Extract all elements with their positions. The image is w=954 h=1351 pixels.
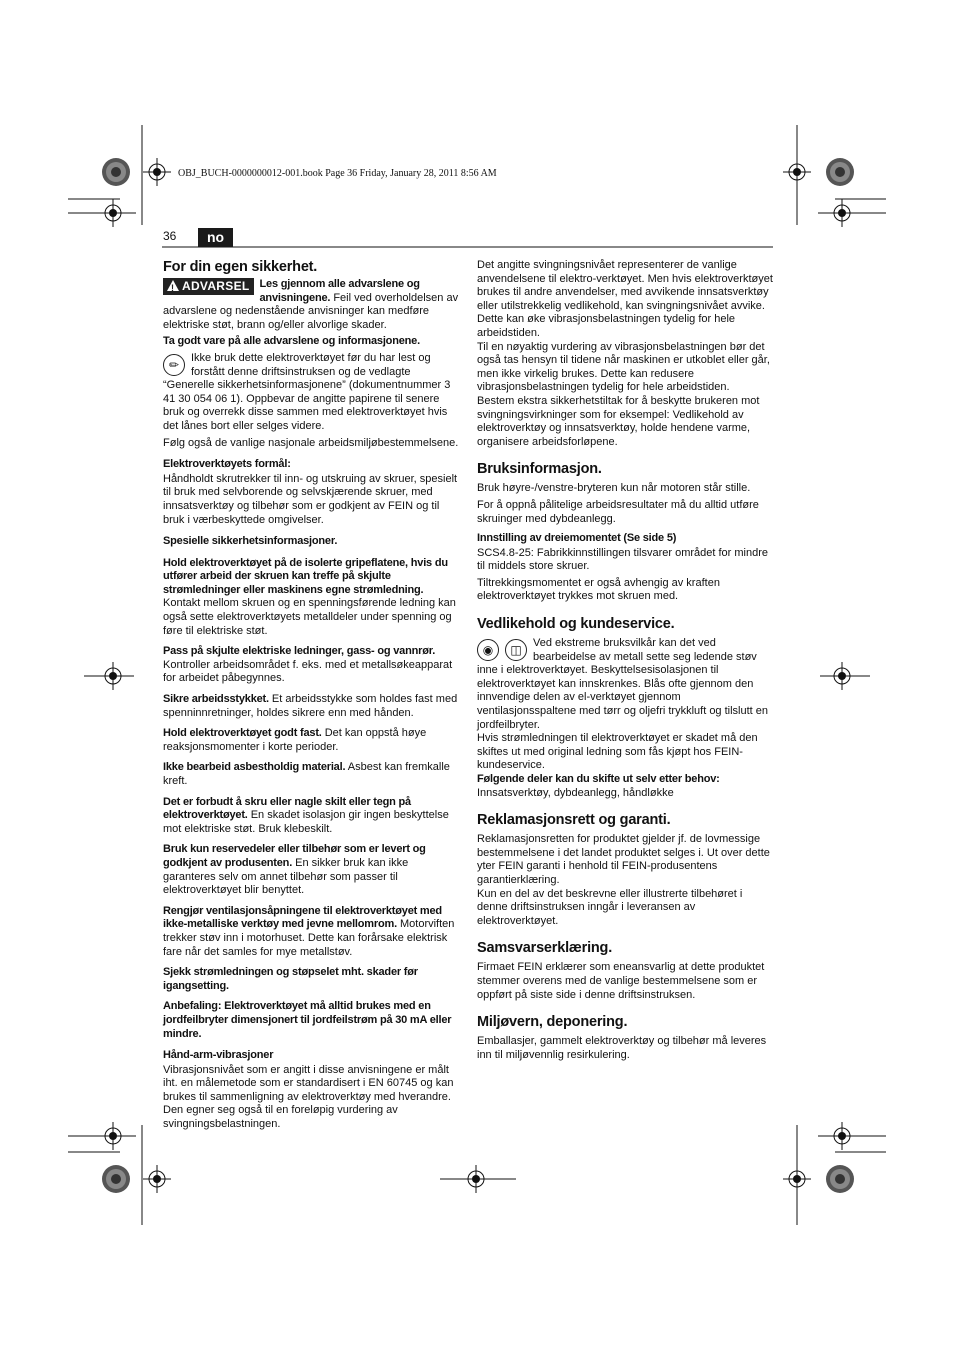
color-target-icon xyxy=(102,1165,130,1193)
registration-mark-icon xyxy=(99,662,127,690)
vibration-heading: Hånd-arm-vibrasjoner xyxy=(163,1049,274,1062)
purpose-text: Håndholdt skrutrekker til inn- og utskruing av skruer, spesielt til bruk med selvborende og selvskjærende skruer, med innsatsverktøy og tilbehør som er godkjent av FEIN og til bruk i værbeskyttede omgivelser. xyxy=(163,472,458,526)
registration-mark-icon xyxy=(828,1122,856,1150)
safety-item-bold: Ikke bearbeid asbestholdig material. xyxy=(163,761,346,774)
crop-lines-bottom xyxy=(68,1125,886,1225)
purpose-heading: Elektroverktøyets formål: xyxy=(163,458,291,471)
maintenance-paragraph: Ved ekstreme bruksvilkår kan det ved bearbeidelse av metall sette seg ledende støv inne i elektroverktøyet. Beskyttelsesisolasjonen til elektroverktøyet kan innskrenkes. Blås ofte gjennom den innvendige delen av el-verktøyet gjennom ventilasjonsspaltene med tørr og oljefri trykkluft og tilslutt en jordfeilbryter. xyxy=(477,637,769,731)
file-info-line: OBJ_BUCH-0000000012-001.book Page 36 Friday, January 28, 2011 8:56 AM xyxy=(178,168,497,179)
registration-mark-icon xyxy=(462,1165,490,1193)
section-title-maintenance: Vedlikehold og kundeservice. xyxy=(477,616,675,633)
conformity-paragraph: Firmaet FEIN erklærer som eneansvarlig at dette produktet stemmer overens med de vanlige bestemmelsene som er oppført på siste side i denne driftsinstruksen. xyxy=(477,961,765,1001)
maintenance-bold: Følgende deler kan du skifte ut selv etter behov: xyxy=(477,773,720,785)
color-target-icon xyxy=(826,158,854,186)
torque-paragraph: SCS4.8-25: Fabrikkinnstillingen tilsvarer området for mindre til middels store skruer. xyxy=(477,546,769,573)
registration-mark-icon xyxy=(783,158,811,186)
safety-item-bold: Sjekk strømledningen og støpselet mht. skader før igangsetting. xyxy=(163,966,418,992)
right-column xyxy=(477,259,773,1065)
safety-item-text: Det kan oppstå høye reaksjonsmomenter i korte perioder. xyxy=(163,727,427,753)
read-manual-icon: ✏ xyxy=(163,354,185,376)
page-number: 36 xyxy=(163,229,177,243)
maintenance-paragraph: Hvis strømledningen til elektroverktøyet er skadet må den skiftes ut med original ledning som fås kjøpt hos FEIN-kundeservice. xyxy=(477,732,758,772)
warning-badge: ! ADVARSEL xyxy=(163,278,254,295)
vibration-text: Vibrasjonsnivået som er angitt i disse anvisningene er målt iht. en målemetode som er standardisert i EN 60745 og kan brukes til sammenligning av elektroverktøy med hverandre. Den egner seg også til en foreløpig vurdering av svingningsbelastningen. xyxy=(163,1063,454,1131)
keep-info-text: Ta godt vare på alle advarslene og informasjonene. xyxy=(163,335,420,348)
vibration-paragraph: Til en nøyaktig vurdering av vibrasjonsbelastningen bør det også tas hensyn til tidene når maskinen er utkoblet eller går, men ikke virkelig brukes. Dette kan redusere vibrasjonsbelastningen tydelig for hele arbeidstiden. xyxy=(477,340,770,394)
safety-item-text: Asbest kan fremkalle kreft. xyxy=(163,761,450,787)
registration-mark-icon xyxy=(143,158,171,186)
section-title-warranty: Reklamasjonsrett og garanti. xyxy=(477,812,671,829)
use-paragraph: For å oppnå pålitelige arbeidsresultater må du alltid utføre skruinger med dybdeanlegg. xyxy=(477,498,759,525)
torque-paragraph: Tiltrekkingsmomentet er også avhengig av kraften elektroverktøyet trykkes mot skruen med. xyxy=(477,576,720,603)
environment-paragraph: Emballasjer, gammelt elektroverktøy og tilbehør må leveres inn til miljøvennlig resirkulering. xyxy=(477,1035,767,1061)
maintenance-parts: Innsatsverktøy, dybdeanlegg, håndløkke xyxy=(477,786,674,799)
safety-item-text: En sikker bruk kan ikke garanteres selv om annet tilbehør som passer til elektroverktøyet blir benyttet. xyxy=(163,856,409,897)
national-text: Følg også de vanlige nasjonale arbeidsmiljøbestemmelsene. xyxy=(163,436,459,449)
language-badge: no xyxy=(198,228,233,247)
warning-bold-text: Les gjennom alle advarslene og anvisningene. xyxy=(259,278,420,304)
registration-mark-icon xyxy=(99,199,127,227)
use-paragraph: Bruk høyre-/venstre-bryteren kun når motoren står stille. xyxy=(477,482,751,495)
registration-mark-icon xyxy=(828,199,856,227)
section-title-environment: Miljøvern, deponering. xyxy=(477,1014,628,1031)
section-title-safety: For din egen sikkerhet. xyxy=(163,259,318,275)
manual-text: Ikke bruk dette elektroverktøyet før du har lest og forstått denne driftsinstruksen og de vedlagte “Generelle sikkerhetsinformasjonene” (dokumentnummer 3 41 30 054 06 1). Oppbevar de angitte papirene til senere bruk og overrekk disse sammen med elektroverktøyet hvis det lånes bort eller selges videre. xyxy=(163,351,451,432)
color-target-icon xyxy=(102,158,130,186)
eye-protection-icon: ◉ xyxy=(477,639,499,661)
safety-item-bold: Pass på skjulte elektriske ledninger, gass- og vannrør. xyxy=(163,645,436,658)
safety-item-bold: Hold elektroverktøyet godt fast. xyxy=(163,727,322,740)
safety-item-bold: Anbefaling: Elektroverktøyet må alltid brukes med en jordfeilbryter dimensjonert til jordfeilstrøm på 30 mA eller mindre. xyxy=(163,1000,452,1040)
safety-item-bold: Bruk kun reservedeler eller tilbehør som er levert og godkjent av produsenten. xyxy=(163,843,426,869)
registration-mark-icon xyxy=(828,662,856,690)
safety-item-text: Motorviften trekker støv inn i motorhuset. Dette kan forårsake elektrisk fare når det samles for mye metallstøv. xyxy=(163,918,455,958)
safety-item-bold: Hold elektroverktøyet på de isolerte gripeflatene, hvis du utfører arbeid der skruen kan treffe på skjulte strømledninger eller maskinens egne strømledning. xyxy=(163,556,448,596)
section-title-use: Bruksinformasjon. xyxy=(477,461,602,478)
warranty-paragraph: Kun en del av det beskrevne eller illustrerte tilbehøret i denne driftsinstruksen inngår i leveransen av elektroverktøyet. xyxy=(477,887,743,927)
left-column xyxy=(163,259,459,1135)
registration-mark-icon xyxy=(143,1165,171,1193)
warning-text: Feil ved overholdelsen av advarslene og nedenstående anvisninger kan medføre elektriske støt, brann og/eller alvorlige skader. xyxy=(163,291,459,331)
warranty-paragraph: Reklamasjonsretten for produktet gjelder jf. de lovmessige bestemmelsene i det landet produktet selges i. Ut over dette yter FEIN garanti i henhold til FEIN-produsentens garantierklæring. xyxy=(477,833,770,886)
safety-item-bold: Sikre arbeidsstykket. xyxy=(163,693,269,706)
registration-mark-icon xyxy=(783,1165,811,1193)
safety-item-text: Kontroller arbeidsområdet f. eks. med et metallsøkeapparat for arbeidet påbegynnes. xyxy=(163,658,453,685)
registration-mark-icon xyxy=(99,1122,127,1150)
warning-triangle-icon: ! xyxy=(167,280,179,291)
color-target-icon xyxy=(826,1165,854,1193)
vacuum-icon: ◫ xyxy=(505,639,527,661)
section-title-conformity: Samsvarserklæring. xyxy=(477,940,613,957)
vibration-paragraph: Bestem ekstra sikkerhetstiltak for å beskytte brukeren mot svingningsvirkninger som for eksempel: Vedlikehold av elektroverktøy og innsatsverktøy, holde hendene varme, organisere arbeidsforløpene. xyxy=(477,394,760,448)
safety-item-bold: Rengjør ventilasjonsåpningene til elektroverktøyet med ikke-metalliske verktøy med jevne mellomrom. xyxy=(163,904,442,931)
vibration-paragraph: Det angitte svingningsnivået representerer de vanlige anvendelsene til elektro-verktøyet. Men hvis elektroverktøyet brukes til andre anvendelser, med avvikende innsatsverktøy eller utilstrekkelig vedlikehold, kan svingningsnivået avvike. Dette kan øke vibrasjonsbelastningen tydelig for hele arbeidstiden. xyxy=(477,259,773,339)
torque-heading: Innstilling av dreiemomentet (Se side 5) xyxy=(477,532,677,545)
safety-item-text: Et arbeidsstykke som holdes fast med spenninnretninger, holdes sikrere enn med hånden. xyxy=(163,693,458,719)
safety-item-text: Kontakt mellom skruen og en spenningsførende ledning kan også sette elektroverktøyets metalldeler under spenning og føre til elektriske støt. xyxy=(163,597,456,637)
safety-item-text: En skadet isolasjon gir ingen beskyttelse mot elektriske støt. Bruk klebeskilt. xyxy=(163,809,449,835)
special-heading: Spesielle sikkerhetsinformasjoner. xyxy=(163,535,338,548)
safety-item-bold: Det er forbudt å skru eller nagle skilt eller tegn på elektroverktøyet. xyxy=(163,795,411,822)
